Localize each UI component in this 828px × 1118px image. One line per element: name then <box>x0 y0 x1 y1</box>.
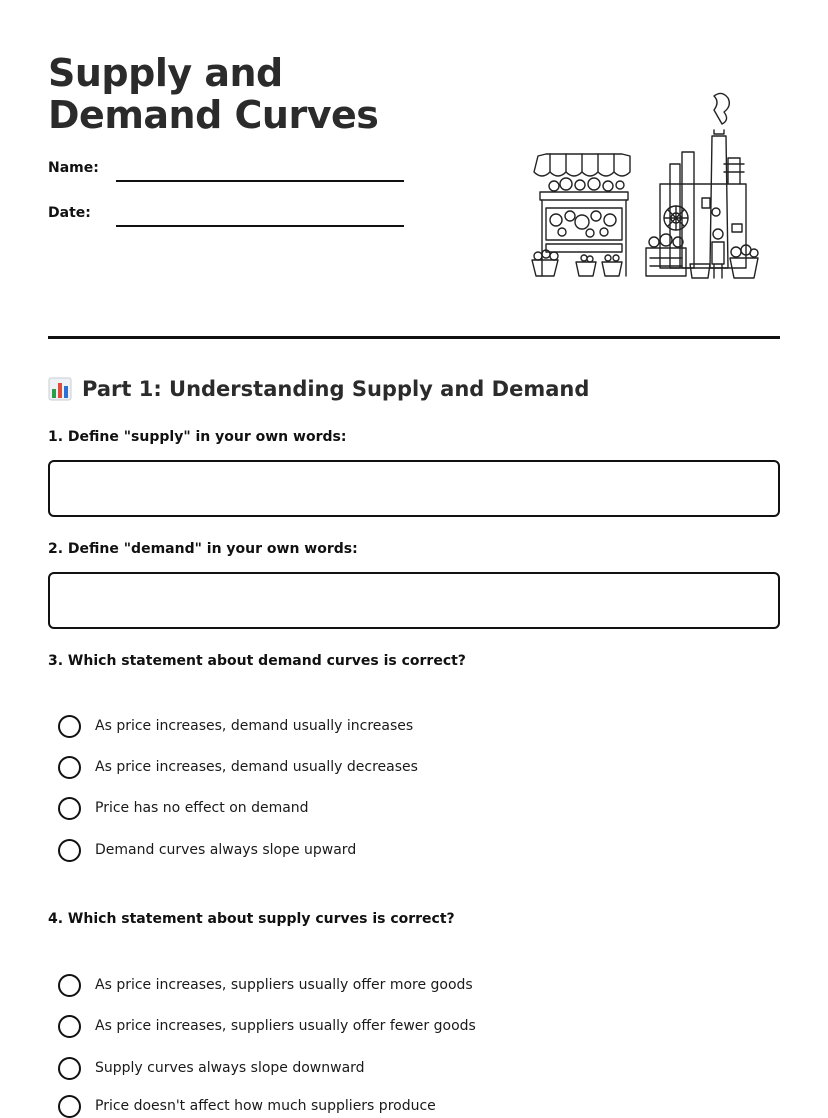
radio-button[interactable] <box>58 1057 81 1080</box>
radio-button[interactable] <box>58 756 81 779</box>
option-label: As price increases, suppliers usually offer fewer goods <box>95 1018 476 1034</box>
date-label: Date: <box>48 205 91 221</box>
option-label: As price increases, demand usually decreases <box>95 759 418 775</box>
option-label: Price has no effect on demand <box>95 800 309 816</box>
question-2: 2. Define "demand" in your own words: <box>48 541 358 557</box>
section-divider <box>48 336 780 339</box>
part-1-title: Part 1: Understanding Supply and Demand <box>82 377 590 401</box>
question-4: 4. Which statement about supply curves is correct? <box>48 911 455 927</box>
question-4-option-2[interactable] <box>58 1014 476 1038</box>
name-line[interactable] <box>116 180 404 182</box>
option-label: Demand curves always slope upward <box>95 842 357 858</box>
radio-button[interactable] <box>58 715 81 738</box>
question-3-option-3[interactable] <box>58 796 309 820</box>
option-label: Price doesn't affect how much suppliers produce <box>95 1098 436 1114</box>
radio-button[interactable] <box>58 1015 81 1038</box>
date-line[interactable] <box>116 225 404 227</box>
radio-button[interactable] <box>58 839 81 862</box>
radio-button[interactable] <box>58 797 81 820</box>
option-label: As price increases, demand usually increases <box>95 718 414 734</box>
question-4-option-1[interactable] <box>58 973 473 997</box>
question-3-option-2[interactable] <box>58 755 418 779</box>
question-3-option-1[interactable] <box>58 714 413 738</box>
question-4-option-3[interactable] <box>58 1056 365 1080</box>
worksheet-title: Supply and Demand Curves <box>48 51 379 137</box>
part-1-heading <box>48 374 589 404</box>
question-3: 3. Which statement about demand curves is correct? <box>48 653 466 669</box>
option-label: As price increases, suppliers usually offer more goods <box>95 977 473 993</box>
name-label: Name: <box>48 160 99 176</box>
market-stall-and-factory-illustration-icon <box>524 88 764 288</box>
radio-button[interactable] <box>58 974 81 997</box>
radio-button[interactable] <box>58 1095 81 1118</box>
question-4-option-4[interactable] <box>58 1094 436 1118</box>
question-2-answer-box[interactable] <box>48 572 780 629</box>
option-label: Supply curves always slope downward <box>95 1060 365 1076</box>
question-1-answer-box[interactable] <box>48 460 780 517</box>
name-field[interactable] <box>48 160 408 184</box>
bar-chart-icon <box>48 377 72 401</box>
date-field[interactable] <box>48 205 408 229</box>
question-3-option-4[interactable] <box>58 838 356 862</box>
question-1: 1. Define "supply" in your own words: <box>48 429 347 445</box>
